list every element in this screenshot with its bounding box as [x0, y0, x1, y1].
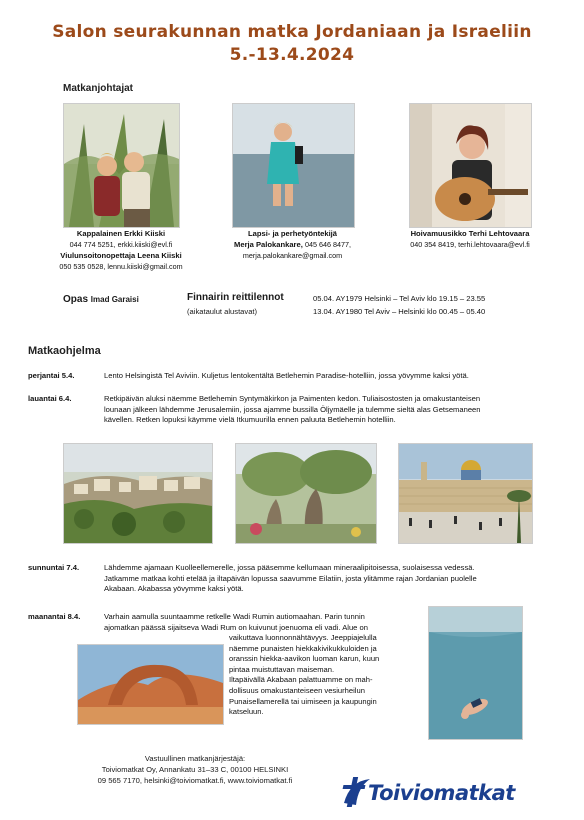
leader-name-erkki: Kappalainen Erkki Kiiski: [76, 229, 166, 238]
day-desc-fri: [104, 371, 554, 382]
day-label-mon: maanantai 8.4.: [28, 612, 81, 621]
leader-contact-leena: 050 535 0528, lennu.kiiski@gmail.com: [59, 262, 183, 271]
photo-wadi-rum: [77, 644, 224, 725]
leader-name-terhi: Hoivamuusikko Terhi Lehtovaara: [410, 229, 530, 238]
leader-role-merja: Lapsi- ja perhetyöntekijä: [247, 229, 338, 238]
day-mon-line: dollisuus omakustanteiseen vesiurheilun: [229, 685, 365, 695]
leader-caption-lehtovaara: [382, 228, 558, 250]
day-desc-mon-side: [229, 633, 419, 718]
leader-contact-erkki: 044 774 5251, erkki.kiiski@evl.fi: [69, 240, 173, 249]
guide-label: [63, 294, 139, 305]
day-desc-sun: [104, 563, 564, 595]
leader-photo-lehtovaara: [409, 103, 532, 228]
day-desc-sat: [104, 394, 564, 426]
day-sat-line: Retkipäivän aluksi näemme Betlehemin Syntymäkirkon ja Paimenten kedon. Tuliaisostosten ja omakustanteisen: [104, 394, 481, 403]
photo-dead-sea: [428, 606, 523, 740]
day-label-sat: lauantai 6.4.: [28, 394, 72, 403]
footer-line: Toiviomatkat Oy, Annankatu 31–33 C, 00100 HELSINKI: [101, 765, 289, 774]
toiviomatkat-logo: [340, 773, 520, 813]
day-label-fri: perjantai 5.4.: [28, 371, 75, 380]
leader-caption-palokankare: [205, 228, 380, 261]
day-mon-line: näemme punaisten hiekkakivikukkuloiden ja: [229, 643, 377, 653]
page-title: Salon seurakunnan matka Jordaniaan ja Israeliin: [52, 22, 532, 42]
day-mon-line: katseluun.: [229, 707, 264, 717]
day-mon-line: vaikuttava luonnonnähtävyys. Jeeppiajelulla: [229, 633, 377, 642]
logo-text: Toiviomatkat: [368, 781, 515, 805]
footer-organizer: [60, 753, 330, 786]
leader-name-leena: Viulunsoitonopettaja Leena Kiiski: [60, 251, 182, 260]
day-label-sun: sunnuntai 7.4.: [28, 563, 80, 572]
day-mon-line: Varhain aamulla suuntaamme retkelle Wadi Rumin autiomaahan. Parin tunnin: [104, 612, 365, 621]
leader-caption-kiiski: [28, 228, 214, 272]
program-heading: Matkaohjelma: [28, 345, 101, 357]
day-sat-line: lounaan jälkeen lähdemme Jerusalemiin, jossa ajamme bussilla Öljymäelle ja tulemme sieltä alas Getsemaneen: [104, 404, 481, 414]
footer-line: Vastuullinen matkanjärjestäjä:: [144, 754, 246, 763]
trip-dates: 5.-13.4.2024: [229, 45, 355, 65]
flights-heading: Finnairin reittilennot: [187, 292, 284, 303]
leaders-heading: Matkanjohtajat: [63, 83, 134, 94]
day-mon-line: pintaa muistuttavan maiseman.: [229, 664, 335, 674]
day-sun-line: Akabaan. Akabassa yövymme kaksi yötä.: [104, 584, 244, 594]
day-sat-line: kävellen. Retken lopuksi käymme vielä Itkumuurilla ennen paluuta Betlehemin hotelliin.: [104, 415, 396, 425]
flights-note: (aikataulut alustavat): [187, 307, 258, 316]
leader-photo-kiiski: [63, 103, 180, 228]
photo-western-wall: [398, 443, 533, 544]
leader-phone-merja: 045 646 8477,: [304, 240, 351, 249]
footer-line: 09 565 7170, helsinki@toiviomatkat.fi, www.toiviomatkat.fi: [97, 776, 293, 785]
leader-name-merja: Merja Palokankare,: [234, 240, 303, 249]
day-mon-line: Punaisellamerellä tai uimiseen ja kaupungin: [229, 696, 377, 706]
leader-email-merja: merja.palokankare@gmail.com: [242, 251, 343, 260]
day-mon-line: oranssin hiekka-aavikon luoman karun, kuun: [229, 654, 380, 664]
day-sun-line: Lähdemme ajamaan Kuolleellemerelle, jossa pääsemme kellumaan mineraalipitoisessa, suolaisessa vedessä.: [104, 563, 475, 572]
day-sun-line: Jatkamme matkaa kohti etelää ja iltapäivän lopussa saavumme Eilatiin, josta ylitämme rajan Jordanian puolelle: [104, 573, 477, 583]
leader-photo-palokankare: [232, 103, 355, 228]
day-fri-line: Lento Helsingistä Tel Aviviin. Kuljetus lentokentältä Betlehemin Paradise-hotelliin, jossa yövymme kaksi yötä.: [104, 371, 469, 380]
leader-contact-terhi: 040 354 8419, terhi.lehtovaara@evl.fi: [410, 240, 530, 249]
flight-outbound: 05.04. AY1979 Helsinki – Tel Aviv klo 19.15 – 23.55: [313, 294, 486, 303]
photo-bethlehem: [63, 443, 213, 544]
day-mon-line: ajomatkan päässä sijaitseva Wadi Rum on kuivunut joenuoma eli vadi. Alue on: [104, 622, 368, 632]
guide-name: Imad Garaisi: [90, 295, 139, 304]
day-desc-mon-top: [104, 612, 419, 633]
guide-label-text: Opas: [63, 294, 89, 305]
photo-gethsemane: [235, 443, 377, 544]
flight-return: 13.04. AY1980 Tel Aviv – Helsinki klo 00.45 – 05.40: [313, 307, 486, 316]
day-mon-line: Iltapäivällä Akabaan palattuamme on mah-: [229, 675, 373, 685]
